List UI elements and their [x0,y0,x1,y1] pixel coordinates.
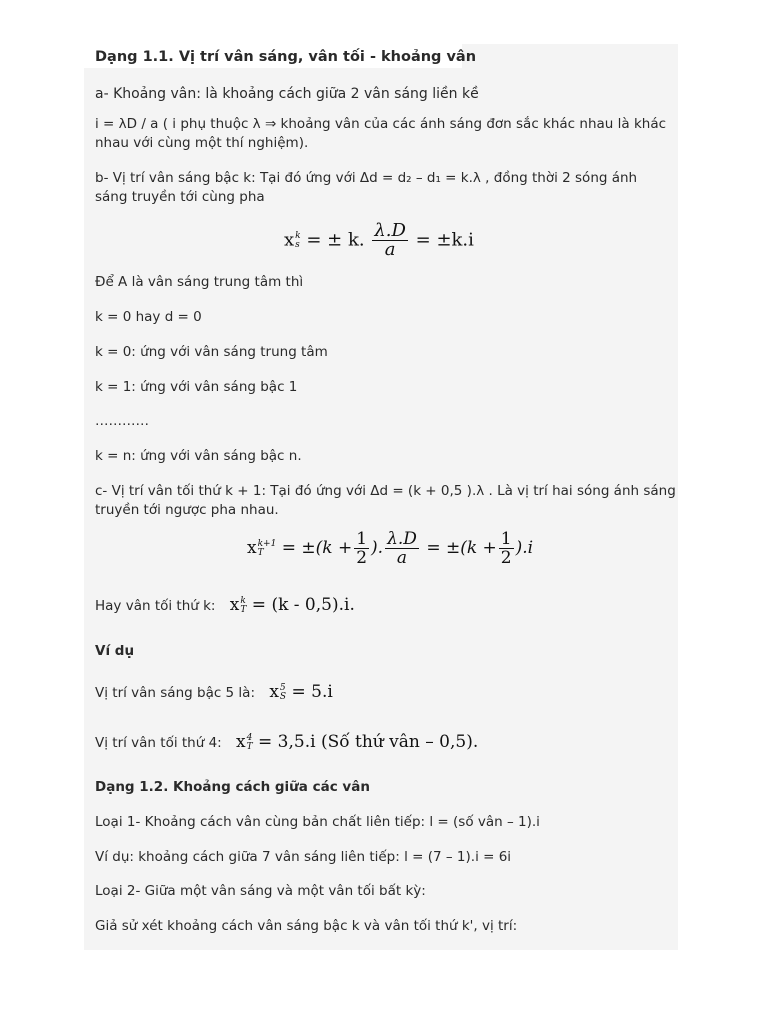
formula-scripts [240,597,246,615]
line-khoang-van: a- Khoảng vân: là khoảng cách giữa 2 vân sáng liền kề [95,86,479,102]
fraction-numerator: λ.D [374,220,406,241]
heading-dang-1-1: Dạng 1.1. Vị trí vân sáng, vân tối - khoảng vân [95,49,477,65]
formula-scripts [280,684,286,702]
formula-part-d: ).i [515,538,534,558]
line-van-sang-bac-k-2: sáng truyền tới cùng pha [95,189,265,205]
line-vi-du-2: Ví dụ: khoảng cách giữa 7 vân sáng liên tiếp: l = (7 – 1).i = 6i [95,849,512,865]
example-1-label: Vị trí vân sáng bậc 5 là: [95,685,256,701]
formula-var: x [269,682,279,702]
fraction-numerator: λ.D [387,529,417,549]
formula-sub: T [246,741,253,752]
line-gia-su: Giả sử xét khoảng cách vân sáng bậc k và vân tối thứ k', vị trí: [95,918,518,934]
formula-fraction [385,530,419,567]
formula-var: x [247,538,257,558]
line-loai-2: Loại 2- Giữa một vân sáng và một vân tối bất kỳ: [95,883,426,899]
formula-mid: = ± k. [306,229,365,251]
formula-sup: k [295,230,301,241]
formula-sup: k+1 [257,538,277,549]
formula-end: = ±k.i [415,229,474,251]
line-van-sang-bac-k-1: b- Vị trí vân sáng bậc k: Tại đó ứng với Δd = d₂ – d₁ = k.λ , đồng thời 2 sóng ánh [95,170,638,186]
heading-vi-du: Ví dụ [95,643,135,659]
formula-van-toi [247,530,533,567]
formula-end: = 3,5.i (Số thứ vân – 0,5). [258,732,479,752]
formula-fraction [372,222,408,259]
example-2-label: Vị trí vân tối thứ 4: [95,735,222,751]
formula-var: x [284,229,295,251]
fraction-denominator: 2 [500,548,512,568]
formula-van-toi-k [230,595,355,615]
line-dots: ………… [95,413,149,429]
formula-example-1 [269,682,332,702]
formula-scripts [295,232,300,250]
formula-sup: 5 [279,682,286,693]
line-k0: k = 0: ứng với vân sáng trung tâm [95,344,328,360]
line-van-toi-1: c- Vị trí vân tối thứ k + 1: Tại đó ứng với Δd = (k + 0,5 ).λ . Là vị trí hai sóng ánh sáng [95,483,676,499]
line-hay-van-toi [95,595,355,616]
hay-label: Hay vân tối thứ k: [95,598,216,614]
fraction-denominator: a [384,239,396,260]
fraction-numerator: 1 [500,529,512,549]
formula-scripts [247,734,253,752]
line-example-2 [95,732,478,753]
line-van-sang-trung-tam: Để A là vân sáng trung tâm thì [95,274,304,290]
heading-dang-1-2: Dạng 1.2. Khoảng cách giữa các vân [95,779,370,795]
line-kn: k = n: ứng với vân sáng bậc n. [95,448,302,464]
line-i-definition-1: i = λD / a ( i phụ thuộc λ ⇒ khoảng vân của các ánh sáng đơn sắc khác nhau là khác [95,116,667,132]
line-i-definition-2: nhau với cùng một thí nghiệm). [95,135,309,151]
line-k0-d0: k = 0 hay d = 0 [95,309,202,325]
formula-scripts [258,540,277,558]
line-example-1 [95,682,333,703]
formula-half-1 [354,530,369,567]
formula-sup: 4 [246,732,253,743]
fraction-denominator: a [396,548,408,568]
formula-end: = 5.i [291,682,333,702]
formula-var: x [236,732,246,752]
formula-van-sang [284,222,474,259]
formula-half-2 [499,530,514,567]
formula-sub: S [279,691,287,702]
formula-sub: T [240,604,247,615]
line-loai-1: Loại 1- Khoảng cách vân cùng bản chất liên tiếp: l = (số vân – 1).i [95,814,540,830]
line-k1: k = 1: ứng với vân sáng bậc 1 [95,379,298,395]
formula-part-b: ). [371,538,384,558]
formula-sub: s [295,239,300,250]
formula-sup: k [240,595,246,606]
fraction-denominator: 2 [356,548,368,568]
formula-sub: T [257,547,264,558]
formula-end: = (k - 0,5).i. [251,595,355,615]
formula-example-2 [236,732,478,752]
formula-var: x [229,595,240,615]
line-van-toi-2: truyền tới ngược pha nhau. [95,502,279,518]
formula-part-c: = ±(k + [426,538,497,558]
fraction-numerator: 1 [356,529,368,549]
formula-part-a: = ±(k + [281,538,353,558]
